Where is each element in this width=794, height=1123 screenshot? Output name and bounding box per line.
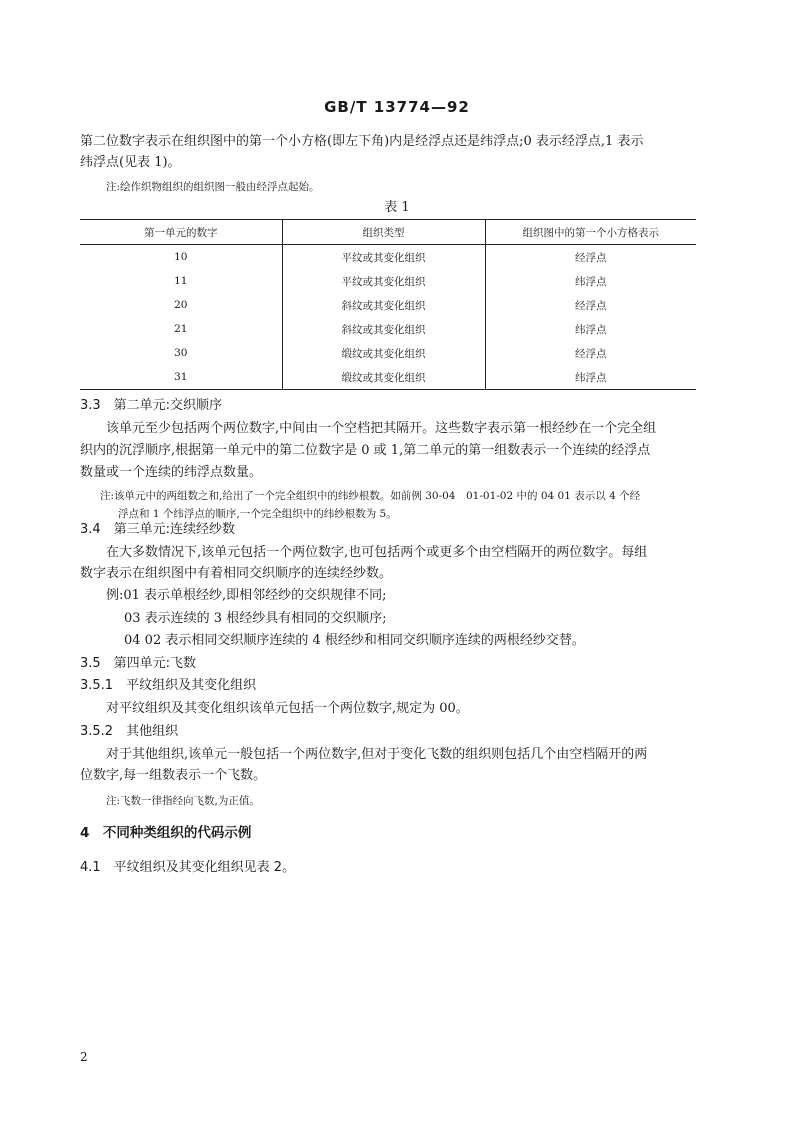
- section-3-5-1-text: 对平纹组织及其变化组织该单元包括一个两位数字,规定为 00。: [106, 701, 469, 716]
- table-cell: 纬浮点: [485, 365, 696, 390]
- section-3-5-heading: 3.5 第四单元:飞数: [80, 656, 197, 671]
- intro-line-1: 第二位数字表示在组织图中的第一个小方格(即左下角)内是经浮点还是纬浮点;0 表示经浮点,1 表示: [80, 134, 644, 149]
- table-row: [80, 269, 696, 293]
- standard-header: GB/T 13774—92: [324, 98, 470, 116]
- section-3-5-2-line-1: 对于其他组织,该单元一般包括一个两位数字,但对于变化飞数的组织则包括几个由空档隔开的两: [106, 747, 648, 762]
- table-row: [80, 293, 696, 317]
- table-cell: 31: [80, 365, 282, 390]
- section-3-4-example-3: 04 02 表示相同交织顺序连续的 4 根经纱和相同交织顺序连续的两根经纱交替。: [124, 633, 585, 648]
- section-3-3-line-2: 织内的沉浮顺序,根据第一单元中的第二位数字是 0 或 1,第二单元的第一组数表示一个连续的经浮点: [80, 443, 651, 458]
- table-1: [80, 219, 696, 390]
- table-row: [80, 365, 696, 390]
- table-cell: 平纹或其变化组织: [282, 245, 485, 270]
- table-cell: 20: [174, 299, 188, 311]
- table-cell: 平纹或其变化组织: [282, 269, 485, 293]
- table-cell: 斜纹或其变化组织: [282, 317, 485, 341]
- table-header-cell: 组织图中的第一个小方格表示: [485, 220, 696, 245]
- section-3-4-example-2: 03 表示连续的 3 根经纱具有相同的交织顺序;: [124, 611, 387, 626]
- table-cell: 缎纹或其变化组织: [282, 365, 485, 390]
- section-3-5-2-heading: 3.5.2 其他组织: [80, 724, 179, 739]
- table-row: [80, 317, 696, 341]
- section-3-5-2-line-2: 位数字,每一组数表示一个飞数。: [80, 768, 267, 783]
- table-cell: 缎纹或其变化组织: [282, 341, 485, 365]
- table-row: [80, 341, 696, 365]
- table-header-row: [80, 220, 696, 245]
- table-cell: 纬浮点: [485, 269, 696, 293]
- table-cell: 30: [174, 347, 188, 359]
- section-3-3-heading: 3.3 第二单元:交织顺序: [80, 398, 223, 413]
- page-number: 2: [80, 1050, 88, 1064]
- table-cell: 10: [174, 251, 188, 263]
- section-4-1-text: 4.1 平纹组织及其变化组织见表 2。: [80, 860, 296, 875]
- table-cell: 经浮点: [485, 341, 696, 365]
- section-3-5-2-note: 注:飞数一律指经向飞数,为正值。: [106, 795, 260, 807]
- section-3-3-note-1: 注:该单元中的两组数之和,给出了一个完全组织中的纬纱根数。如前例 30-04 01-01-02 中的 04 01 表示以 4 个经: [100, 490, 641, 502]
- section-3-4-example-1: 例:01 表示单根经纱,即相邻经纱的交织规律不同;: [106, 588, 387, 603]
- table-caption: 表 1: [384, 200, 410, 215]
- section-3-3-line-3: 数量或一个连续的纬浮点数量。: [80, 465, 263, 480]
- table-cell: 经浮点: [485, 245, 696, 270]
- intro-note: 注:绘作织物组织的组织图一般由经浮点起始。: [106, 181, 320, 193]
- section-3-5-1-heading: 3.5.1 平纹组织及其变化组织: [80, 678, 257, 693]
- table-header-cell: 第一单元的数字: [80, 220, 282, 245]
- table-header-cell: 组织类型: [282, 220, 485, 245]
- table-cell: 21: [174, 323, 188, 335]
- table-cell: 经浮点: [485, 293, 696, 317]
- section-3-3-note-2: 浮点和 1 个纬浮点的顺序,一个完全组织中的纬纱根数为 5。: [118, 508, 397, 520]
- table-cell: 纬浮点: [485, 317, 696, 341]
- section-3-4-heading: 3.4 第三单元:连续经纱数: [80, 522, 236, 537]
- section-3-4-line-1: 在大多数情况下,该单元包括一个两位数字,也可包括两个或更多个由空档隔开的两位数字。每组: [106, 545, 648, 560]
- section-3-3-line-1: 该单元至少包括两个两位数字,中间由一个空档把其隔开。这些数字表示第一根经纱在一个完全组: [106, 421, 657, 436]
- section-3-4-line-2: 数字表示在组织图中有着相同交织顺序的连续经纱数。: [80, 566, 393, 581]
- table-row: [80, 245, 696, 270]
- section-4-heading: 4 不同种类组织的代码示例: [80, 825, 252, 841]
- table-cell: 斜纹或其变化组织: [282, 293, 485, 317]
- table-cell: 11: [174, 275, 188, 287]
- intro-line-2: 纬浮点(见表 1)。: [80, 155, 181, 170]
